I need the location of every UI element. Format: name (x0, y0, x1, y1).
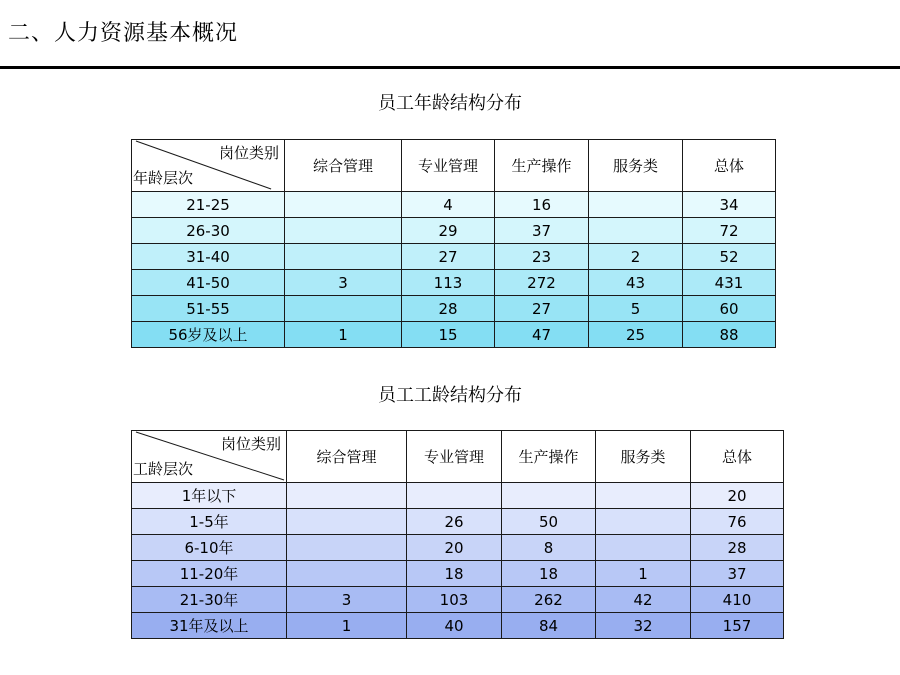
table-cell: 42 (596, 587, 691, 613)
table-cell: 410 (691, 587, 784, 613)
column-header: 总体 (691, 431, 784, 483)
table-cell: 52 (683, 244, 776, 270)
table-row (132, 296, 776, 322)
table-cell: 23 (495, 244, 589, 270)
table-row (132, 587, 784, 613)
table-cell: 18 (407, 561, 502, 587)
table-cell: 29 (402, 218, 495, 244)
row-label: 21-30年 (132, 587, 287, 613)
table-cell: 15 (402, 322, 495, 348)
table-cell: 8 (502, 535, 596, 561)
table-cell: 20 (691, 483, 784, 509)
table-cell: 28 (402, 296, 495, 322)
row-label: 1年以下 (132, 483, 287, 509)
table-cell (287, 535, 407, 561)
table-cell: 88 (683, 322, 776, 348)
table-header-row (132, 431, 784, 483)
row-label: 31-40 (132, 244, 285, 270)
table-cell: 431 (683, 270, 776, 296)
corner-row-label: 工龄层次 (133, 460, 194, 478)
tenure-distribution-table (131, 430, 784, 639)
row-label: 31年及以上 (132, 613, 287, 639)
table-row (132, 270, 776, 296)
corner-column-label: 岗位类别 (218, 144, 279, 162)
table-cell: 72 (683, 218, 776, 244)
table-cell: 3 (287, 587, 407, 613)
column-header: 专业管理 (402, 140, 495, 192)
table-row (132, 244, 776, 270)
table-row (132, 322, 776, 348)
table-header-row (132, 140, 776, 192)
page-title: 二、人力资源基本概况 (8, 21, 239, 46)
table-cell (287, 483, 407, 509)
table-cell (285, 244, 402, 270)
table-cell: 27 (495, 296, 589, 322)
age-table-caption: 员工年龄结构分布 (378, 93, 522, 114)
row-label: 11-20年 (132, 561, 287, 587)
table-cell (596, 509, 691, 535)
table-cell (407, 483, 502, 509)
row-label: 51-55 (132, 296, 285, 322)
table-cell: 1 (596, 561, 691, 587)
table-cell: 5 (589, 296, 683, 322)
table-row (132, 192, 776, 218)
table-row (132, 509, 784, 535)
row-label: 41-50 (132, 270, 285, 296)
table-cell (285, 296, 402, 322)
table-cell: 37 (691, 561, 784, 587)
table-cell (596, 535, 691, 561)
table-cell (285, 218, 402, 244)
table-row (132, 561, 784, 587)
table-cell (287, 561, 407, 587)
table-cell: 28 (691, 535, 784, 561)
table-row (132, 535, 784, 561)
table-cell: 34 (683, 192, 776, 218)
corner-header-cell (132, 431, 287, 483)
table-cell: 103 (407, 587, 502, 613)
column-header: 总体 (683, 140, 776, 192)
table-cell: 18 (502, 561, 596, 587)
column-header: 综合管理 (287, 431, 407, 483)
row-label: 1-5年 (132, 509, 287, 535)
table-cell (589, 218, 683, 244)
table-cell: 20 (407, 535, 502, 561)
row-label: 6-10年 (132, 535, 287, 561)
table-cell: 25 (589, 322, 683, 348)
table-cell: 60 (683, 296, 776, 322)
table-cell: 37 (495, 218, 589, 244)
table-cell: 1 (287, 613, 407, 639)
table-cell: 16 (495, 192, 589, 218)
column-header: 服务类 (589, 140, 683, 192)
table-cell: 50 (502, 509, 596, 535)
table-cell: 3 (285, 270, 402, 296)
corner-row-label: 年龄层次 (133, 169, 194, 187)
corner-column-label: 岗位类别 (220, 435, 281, 453)
table-cell: 32 (596, 613, 691, 639)
table-cell: 1 (285, 322, 402, 348)
table-cell: 40 (407, 613, 502, 639)
table-row (132, 613, 784, 639)
tenure-table-caption: 员工工龄结构分布 (378, 385, 522, 406)
table-row (132, 218, 776, 244)
row-label: 21-25 (132, 192, 285, 218)
table-cell (589, 192, 683, 218)
table-cell (287, 509, 407, 535)
table-row (132, 483, 784, 509)
column-header: 生产操作 (502, 431, 596, 483)
table-cell: 272 (495, 270, 589, 296)
row-label: 56岁及以上 (132, 322, 285, 348)
table-cell: 76 (691, 509, 784, 535)
table-cell (596, 483, 691, 509)
column-header: 生产操作 (495, 140, 589, 192)
table-cell: 27 (402, 244, 495, 270)
table-cell: 43 (589, 270, 683, 296)
table-cell: 2 (589, 244, 683, 270)
column-header: 综合管理 (285, 140, 402, 192)
row-label: 26-30 (132, 218, 285, 244)
table-cell: 47 (495, 322, 589, 348)
table-cell: 26 (407, 509, 502, 535)
table-cell (285, 192, 402, 218)
table-cell: 157 (691, 613, 784, 639)
age-distribution-table (131, 139, 776, 348)
table-cell: 113 (402, 270, 495, 296)
column-header: 服务类 (596, 431, 691, 483)
corner-header-cell (132, 140, 285, 192)
table-cell (502, 483, 596, 509)
title-divider (0, 66, 900, 69)
table-cell: 4 (402, 192, 495, 218)
table-cell: 84 (502, 613, 596, 639)
table-cell: 262 (502, 587, 596, 613)
column-header: 专业管理 (407, 431, 502, 483)
